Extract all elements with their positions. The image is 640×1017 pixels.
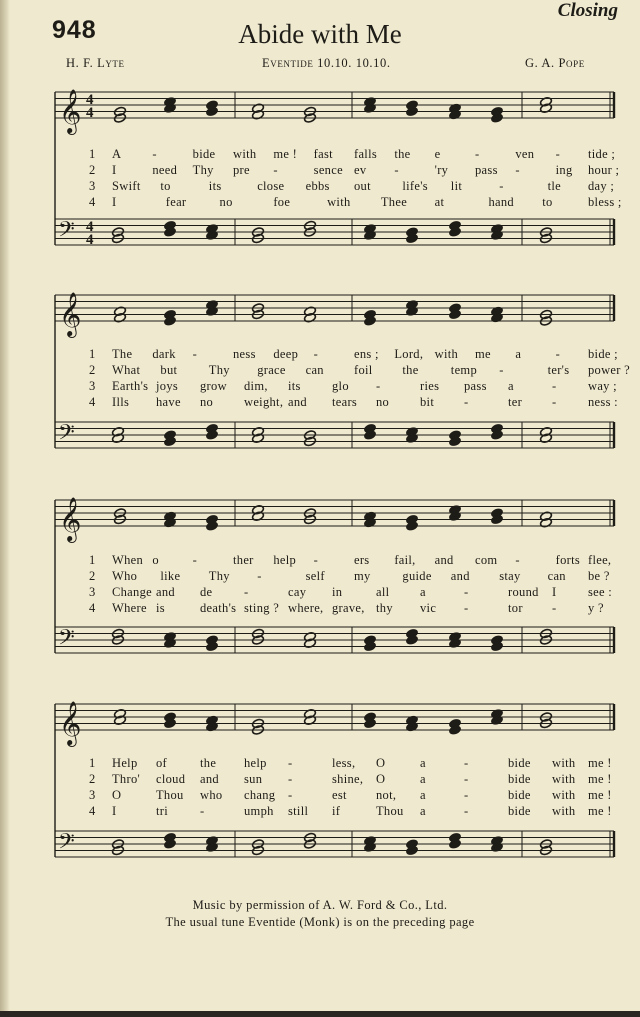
lyric-syllable: not, bbox=[376, 788, 397, 802]
syllable-hyphen: - bbox=[313, 347, 319, 361]
lyric-syllable: I bbox=[552, 585, 557, 599]
time-signature-icon: 4 bbox=[86, 232, 94, 248]
syllable-hyphen: - bbox=[464, 772, 469, 786]
lyric-syllable: and bbox=[434, 553, 454, 567]
lyric-syllable: Swift bbox=[112, 179, 141, 193]
syllable-hyphen: - bbox=[288, 772, 293, 786]
lyric-syllable: tears bbox=[332, 395, 358, 409]
time-signature-icon: 4 bbox=[86, 219, 94, 235]
lyric-syllable: with bbox=[552, 804, 576, 818]
composer-credit: G. A. Pope bbox=[525, 56, 585, 70]
lyric-syllable: stay bbox=[499, 569, 521, 583]
lyric-syllable: with bbox=[233, 147, 257, 161]
lyric-syllable: cloud bbox=[156, 772, 186, 786]
hymn-title: Abide with Me bbox=[238, 19, 402, 49]
lyric-syllable: ter's bbox=[547, 363, 570, 377]
lyric-syllable: foe bbox=[273, 195, 291, 209]
lyric-syllable: the bbox=[402, 363, 419, 377]
lyric-syllable: is bbox=[156, 601, 165, 615]
lyric-syllable: close bbox=[257, 179, 285, 193]
syllable-hyphen: - bbox=[257, 569, 262, 583]
lyric-syllable: Change bbox=[112, 585, 152, 599]
lyric-syllable: pass bbox=[464, 379, 487, 393]
syllable-hyphen: - bbox=[394, 163, 399, 177]
music-system-3 bbox=[0, 496, 640, 676]
music-system-4 bbox=[0, 700, 640, 885]
lyric-syllable: death's bbox=[200, 601, 237, 615]
lyric-syllable: ness bbox=[233, 347, 256, 361]
lyric-syllable: temp bbox=[450, 363, 477, 377]
lyric-syllable: o bbox=[152, 553, 159, 567]
verse-number: 4 bbox=[89, 395, 96, 409]
verse-number: 4 bbox=[89, 601, 96, 615]
lyric-syllable: help bbox=[273, 553, 297, 567]
lyric-syllable: ven bbox=[515, 147, 535, 161]
lyric-syllable: I bbox=[112, 163, 117, 177]
lyric-syllable: tor bbox=[508, 601, 523, 615]
verse-number: 1 bbox=[89, 553, 96, 567]
section-label: Closing bbox=[557, 0, 618, 21]
lyric-syllable: deep bbox=[273, 347, 299, 361]
lyric-syllable: pre bbox=[233, 163, 250, 177]
lyric-syllable: ter bbox=[508, 395, 523, 409]
treble-clef-icon: 𝄞 bbox=[59, 701, 82, 745]
verse-number: 1 bbox=[89, 347, 96, 361]
syllable-hyphen: - bbox=[192, 553, 198, 567]
time-signature-icon: 4 bbox=[86, 92, 94, 108]
verse-number: 3 bbox=[89, 179, 96, 193]
lyric-syllable: a bbox=[420, 804, 426, 818]
lyric-syllable: Help bbox=[112, 756, 138, 770]
syllable-hyphen: - bbox=[192, 347, 198, 361]
lyric-syllable: a bbox=[508, 379, 514, 393]
lyric-syllable: but bbox=[160, 363, 178, 377]
lyric-syllable: way ; bbox=[588, 379, 617, 393]
lyric-syllable: a bbox=[420, 756, 426, 770]
syllable-hyphen: - bbox=[464, 804, 469, 818]
lyric-syllable: Earth's bbox=[112, 379, 149, 393]
syllable-hyphen: - bbox=[475, 147, 480, 161]
lyric-syllable: the bbox=[394, 147, 411, 161]
syllable-hyphen: - bbox=[464, 788, 469, 802]
lyric-syllable: Lord, bbox=[394, 347, 424, 361]
syllable-hyphen: - bbox=[200, 804, 205, 818]
lyric-syllable: a bbox=[420, 788, 426, 802]
lyric-syllable: Who bbox=[112, 569, 138, 583]
lyric-syllable: need bbox=[152, 163, 178, 177]
lyric-syllable: me ! bbox=[273, 147, 298, 161]
syllable-hyphen: - bbox=[313, 553, 319, 567]
verse-line-2 bbox=[0, 163, 640, 179]
lyric-syllable: me ! bbox=[588, 804, 612, 818]
author-credit: H. F. Lyte bbox=[66, 56, 125, 70]
lyric-syllable: tle bbox=[547, 179, 561, 193]
verse-line-3 bbox=[0, 379, 640, 395]
verse-number: 1 bbox=[89, 147, 96, 161]
lyric-syllable: A bbox=[112, 147, 122, 161]
lyric-syllable: grace bbox=[257, 363, 286, 377]
lyric-syllable: the bbox=[200, 756, 217, 770]
lyric-syllable: The bbox=[112, 347, 133, 361]
syllable-hyphen: - bbox=[515, 553, 520, 567]
lyric-syllable: glo bbox=[332, 379, 349, 393]
verse-line-2 bbox=[0, 363, 640, 379]
syllable-hyphen: - bbox=[499, 363, 504, 377]
syllable-hyphen: - bbox=[552, 395, 557, 409]
verse-number: 2 bbox=[89, 363, 96, 377]
lyric-syllable: tri bbox=[156, 804, 169, 818]
lyric-syllable: chang bbox=[244, 788, 276, 802]
lyric-syllable: cay bbox=[288, 585, 307, 599]
syllable-hyphen: - bbox=[244, 585, 249, 599]
treble-clef-icon: 𝄞 bbox=[59, 292, 82, 336]
bass-clef-icon: 𝄢 bbox=[58, 829, 75, 860]
lyric-syllable: and bbox=[200, 772, 219, 786]
lyric-syllable: ers bbox=[354, 553, 370, 567]
syllable-hyphen: - bbox=[376, 379, 381, 393]
lyric-syllable: Ills bbox=[112, 395, 130, 409]
lyric-syllable: bide bbox=[508, 788, 531, 802]
lyric-syllable: still bbox=[288, 804, 309, 818]
lyric-syllable: O bbox=[376, 772, 386, 786]
syllable-hyphen: - bbox=[464, 585, 469, 599]
verse-line-4 bbox=[0, 804, 640, 820]
lyric-syllable: to bbox=[542, 195, 553, 209]
verse-number: 3 bbox=[89, 788, 96, 802]
lyric-syllable: shine, bbox=[332, 772, 364, 786]
lyric-syllable: in bbox=[332, 585, 343, 599]
lyric-syllable: bide bbox=[508, 804, 531, 818]
lyric-syllable: its bbox=[208, 179, 222, 193]
lyric-syllable: where, bbox=[288, 601, 324, 615]
lyric-syllable: Where bbox=[112, 601, 147, 615]
lyric-syllable: round bbox=[508, 585, 539, 599]
lyric-syllable: ing bbox=[555, 163, 573, 177]
lyric-syllable: bit bbox=[420, 395, 435, 409]
treble-clef-icon: 𝄞 bbox=[59, 497, 82, 541]
lyric-syllable: me bbox=[475, 347, 491, 361]
lyric-syllable: thy bbox=[376, 601, 393, 615]
lyric-syllable: and bbox=[156, 585, 175, 599]
lyric-syllable: Thy bbox=[208, 569, 230, 583]
verse-line-1 bbox=[0, 553, 640, 569]
lyric-syllable: y ? bbox=[588, 601, 604, 615]
lyric-syllable: help bbox=[244, 756, 267, 770]
lyric-syllable: forts bbox=[555, 553, 581, 567]
tune-note: The usual tune Eventide (Monk) is on the preceding page bbox=[165, 915, 475, 929]
verse-line-3 bbox=[0, 788, 640, 804]
lyric-syllable: my bbox=[354, 569, 371, 583]
verse-line-4 bbox=[0, 601, 640, 617]
lyric-syllable: a bbox=[420, 772, 426, 786]
bass-clef-icon: 𝄢 bbox=[58, 217, 75, 248]
page-bottom-edge bbox=[0, 1011, 640, 1017]
lyric-syllable: grave, bbox=[332, 601, 365, 615]
lyric-syllable: 'ry bbox=[434, 163, 449, 177]
verse-line-1 bbox=[0, 347, 640, 363]
lyric-syllable: sting ? bbox=[244, 601, 280, 615]
lyric-syllable: no bbox=[200, 395, 214, 409]
syllable-hyphen: - bbox=[152, 147, 157, 161]
lyric-syllable: weight, bbox=[244, 395, 284, 409]
lyric-syllable: sence bbox=[313, 163, 343, 177]
syllable-hyphen: - bbox=[464, 756, 469, 770]
lyric-syllable: lit bbox=[450, 179, 463, 193]
verse-number: 2 bbox=[89, 163, 96, 177]
lyric-syllable: have bbox=[156, 395, 181, 409]
verse-line-4 bbox=[0, 395, 640, 411]
lyric-syllable: day ; bbox=[588, 179, 615, 193]
lyric-syllable: Thou bbox=[156, 788, 184, 802]
syllable-hyphen: - bbox=[555, 347, 561, 361]
verse-line-4 bbox=[0, 195, 640, 211]
verse-number: 4 bbox=[89, 195, 96, 209]
treble-clef-icon: 𝄞 bbox=[59, 89, 82, 133]
lyric-syllable: Thy bbox=[208, 363, 230, 377]
lyric-syllable: of bbox=[156, 756, 168, 770]
lyric-syllable: a bbox=[420, 585, 426, 599]
syllable-hyphen: - bbox=[499, 179, 504, 193]
lyric-syllable: and bbox=[288, 395, 307, 409]
lyric-syllable: O bbox=[112, 788, 122, 802]
lyric-syllable: be ? bbox=[588, 569, 610, 583]
syllable-hyphen: - bbox=[273, 163, 278, 177]
lyric-syllable: power ? bbox=[588, 363, 631, 377]
lyric-syllable: Thro' bbox=[112, 772, 141, 786]
lyric-syllable: life's bbox=[402, 179, 428, 193]
lyric-syllable: fail, bbox=[394, 553, 416, 567]
lyric-syllable: dark bbox=[152, 347, 176, 361]
lyric-syllable: self bbox=[305, 569, 325, 583]
lyric-syllable: at bbox=[434, 195, 445, 209]
lyric-syllable: ness : bbox=[588, 395, 618, 409]
lyric-syllable: O bbox=[376, 756, 386, 770]
lyric-syllable: fast bbox=[313, 147, 333, 161]
lyric-syllable: out bbox=[354, 179, 371, 193]
verse-line-3 bbox=[0, 179, 640, 195]
lyric-syllable: est bbox=[332, 788, 347, 802]
lyric-syllable: with bbox=[552, 772, 576, 786]
lyric-syllable: bide ; bbox=[588, 347, 618, 361]
bass-clef-icon: 𝄢 bbox=[58, 420, 75, 451]
hymn-number: 948 bbox=[52, 16, 97, 44]
verse-number: 2 bbox=[89, 569, 96, 583]
syllable-hyphen: - bbox=[464, 395, 469, 409]
lyric-syllable: I bbox=[112, 804, 117, 818]
lyric-syllable: me ! bbox=[588, 756, 612, 770]
lyric-syllable: joys bbox=[156, 379, 179, 393]
lyric-syllable: Thee bbox=[380, 195, 408, 209]
music-system-1 bbox=[0, 88, 640, 268]
lyric-syllable: ries bbox=[420, 379, 440, 393]
lyric-syllable: When bbox=[112, 553, 144, 567]
verse-number: 1 bbox=[89, 756, 96, 770]
time-signature-icon: 4 bbox=[86, 105, 94, 121]
syllable-hyphen: - bbox=[555, 147, 561, 161]
lyric-syllable: and bbox=[450, 569, 470, 583]
lyric-syllable: no bbox=[219, 195, 233, 209]
lyric-syllable: bless ; bbox=[588, 195, 622, 209]
lyric-syllable: me ! bbox=[588, 772, 612, 786]
lyric-syllable: Thou bbox=[376, 804, 404, 818]
bass-clef-icon: 𝄢 bbox=[58, 625, 75, 656]
lyric-syllable: hand bbox=[488, 195, 514, 209]
lyric-syllable: bide bbox=[508, 756, 531, 770]
lyric-syllable: its bbox=[288, 379, 301, 393]
lyric-syllable: all bbox=[376, 585, 390, 599]
verse-number: 3 bbox=[89, 585, 96, 599]
tune-meter-credit: Eventide 10.10. 10.10. bbox=[262, 56, 391, 70]
lyric-syllable: ther bbox=[233, 553, 254, 567]
permission-note: Music by permission of A. W. Ford & Co., Ltd. bbox=[192, 898, 448, 912]
lyric-syllable: with bbox=[552, 756, 576, 770]
syllable-hyphen: - bbox=[552, 379, 557, 393]
lyric-syllable: with bbox=[434, 347, 459, 361]
lyric-syllable: foil bbox=[354, 363, 373, 377]
syllable-hyphen: - bbox=[552, 601, 557, 615]
lyric-syllable: with bbox=[552, 788, 576, 802]
verse-number: 4 bbox=[89, 804, 96, 818]
syllable-hyphen: - bbox=[464, 601, 469, 615]
lyric-syllable: ebbs bbox=[305, 179, 330, 193]
lyric-syllable: e bbox=[434, 147, 441, 161]
lyric-syllable: com bbox=[475, 553, 498, 567]
lyric-syllable: ev bbox=[354, 163, 367, 177]
verse-line-1 bbox=[0, 756, 640, 772]
verse-line-1 bbox=[0, 147, 640, 163]
verse-line-3 bbox=[0, 585, 640, 601]
verse-number: 2 bbox=[89, 772, 96, 786]
lyric-syllable: bide bbox=[508, 772, 531, 786]
lyric-syllable: tide ; bbox=[588, 147, 616, 161]
lyric-syllable: grow bbox=[200, 379, 227, 393]
lyric-syllable: to bbox=[160, 179, 171, 193]
lyric-syllable: see : bbox=[588, 585, 613, 599]
lyric-syllable: guide bbox=[402, 569, 432, 583]
lyric-syllable: What bbox=[112, 363, 141, 377]
lyric-syllable: de bbox=[200, 585, 213, 599]
lyric-syllable: falls bbox=[354, 147, 378, 161]
lyric-syllable: no bbox=[376, 395, 390, 409]
syllable-hyphen: - bbox=[288, 788, 293, 802]
lyric-syllable: I bbox=[112, 195, 117, 209]
music-system-2 bbox=[0, 291, 640, 471]
lyric-syllable: like bbox=[160, 569, 181, 583]
lyric-syllable: pass bbox=[475, 163, 498, 177]
lyric-syllable: ens ; bbox=[354, 347, 379, 361]
lyric-syllable: me ! bbox=[588, 788, 612, 802]
lyric-syllable: if bbox=[332, 804, 341, 818]
lyric-syllable: with bbox=[327, 195, 351, 209]
lyric-syllable: Thy bbox=[192, 163, 214, 177]
lyric-syllable: a bbox=[515, 347, 522, 361]
lyric-syllable: can bbox=[305, 363, 324, 377]
lyric-syllable: dim, bbox=[244, 379, 268, 393]
lyric-syllable: fear bbox=[165, 195, 187, 209]
lyric-syllable: hour ; bbox=[588, 163, 620, 177]
lyric-syllable: vic bbox=[420, 601, 437, 615]
lyric-syllable: can bbox=[547, 569, 566, 583]
lyric-syllable: bide bbox=[192, 147, 216, 161]
lyric-syllable: sun bbox=[244, 772, 263, 786]
lyric-syllable: less, bbox=[332, 756, 356, 770]
syllable-hyphen: - bbox=[288, 756, 293, 770]
lyric-syllable: who bbox=[200, 788, 223, 802]
lyric-syllable: umph bbox=[244, 804, 274, 818]
syllable-hyphen: - bbox=[515, 163, 520, 177]
verse-line-2 bbox=[0, 569, 640, 585]
lyric-syllable: flee, bbox=[588, 553, 612, 567]
verse-number: 3 bbox=[89, 379, 96, 393]
verse-line-2 bbox=[0, 772, 640, 788]
